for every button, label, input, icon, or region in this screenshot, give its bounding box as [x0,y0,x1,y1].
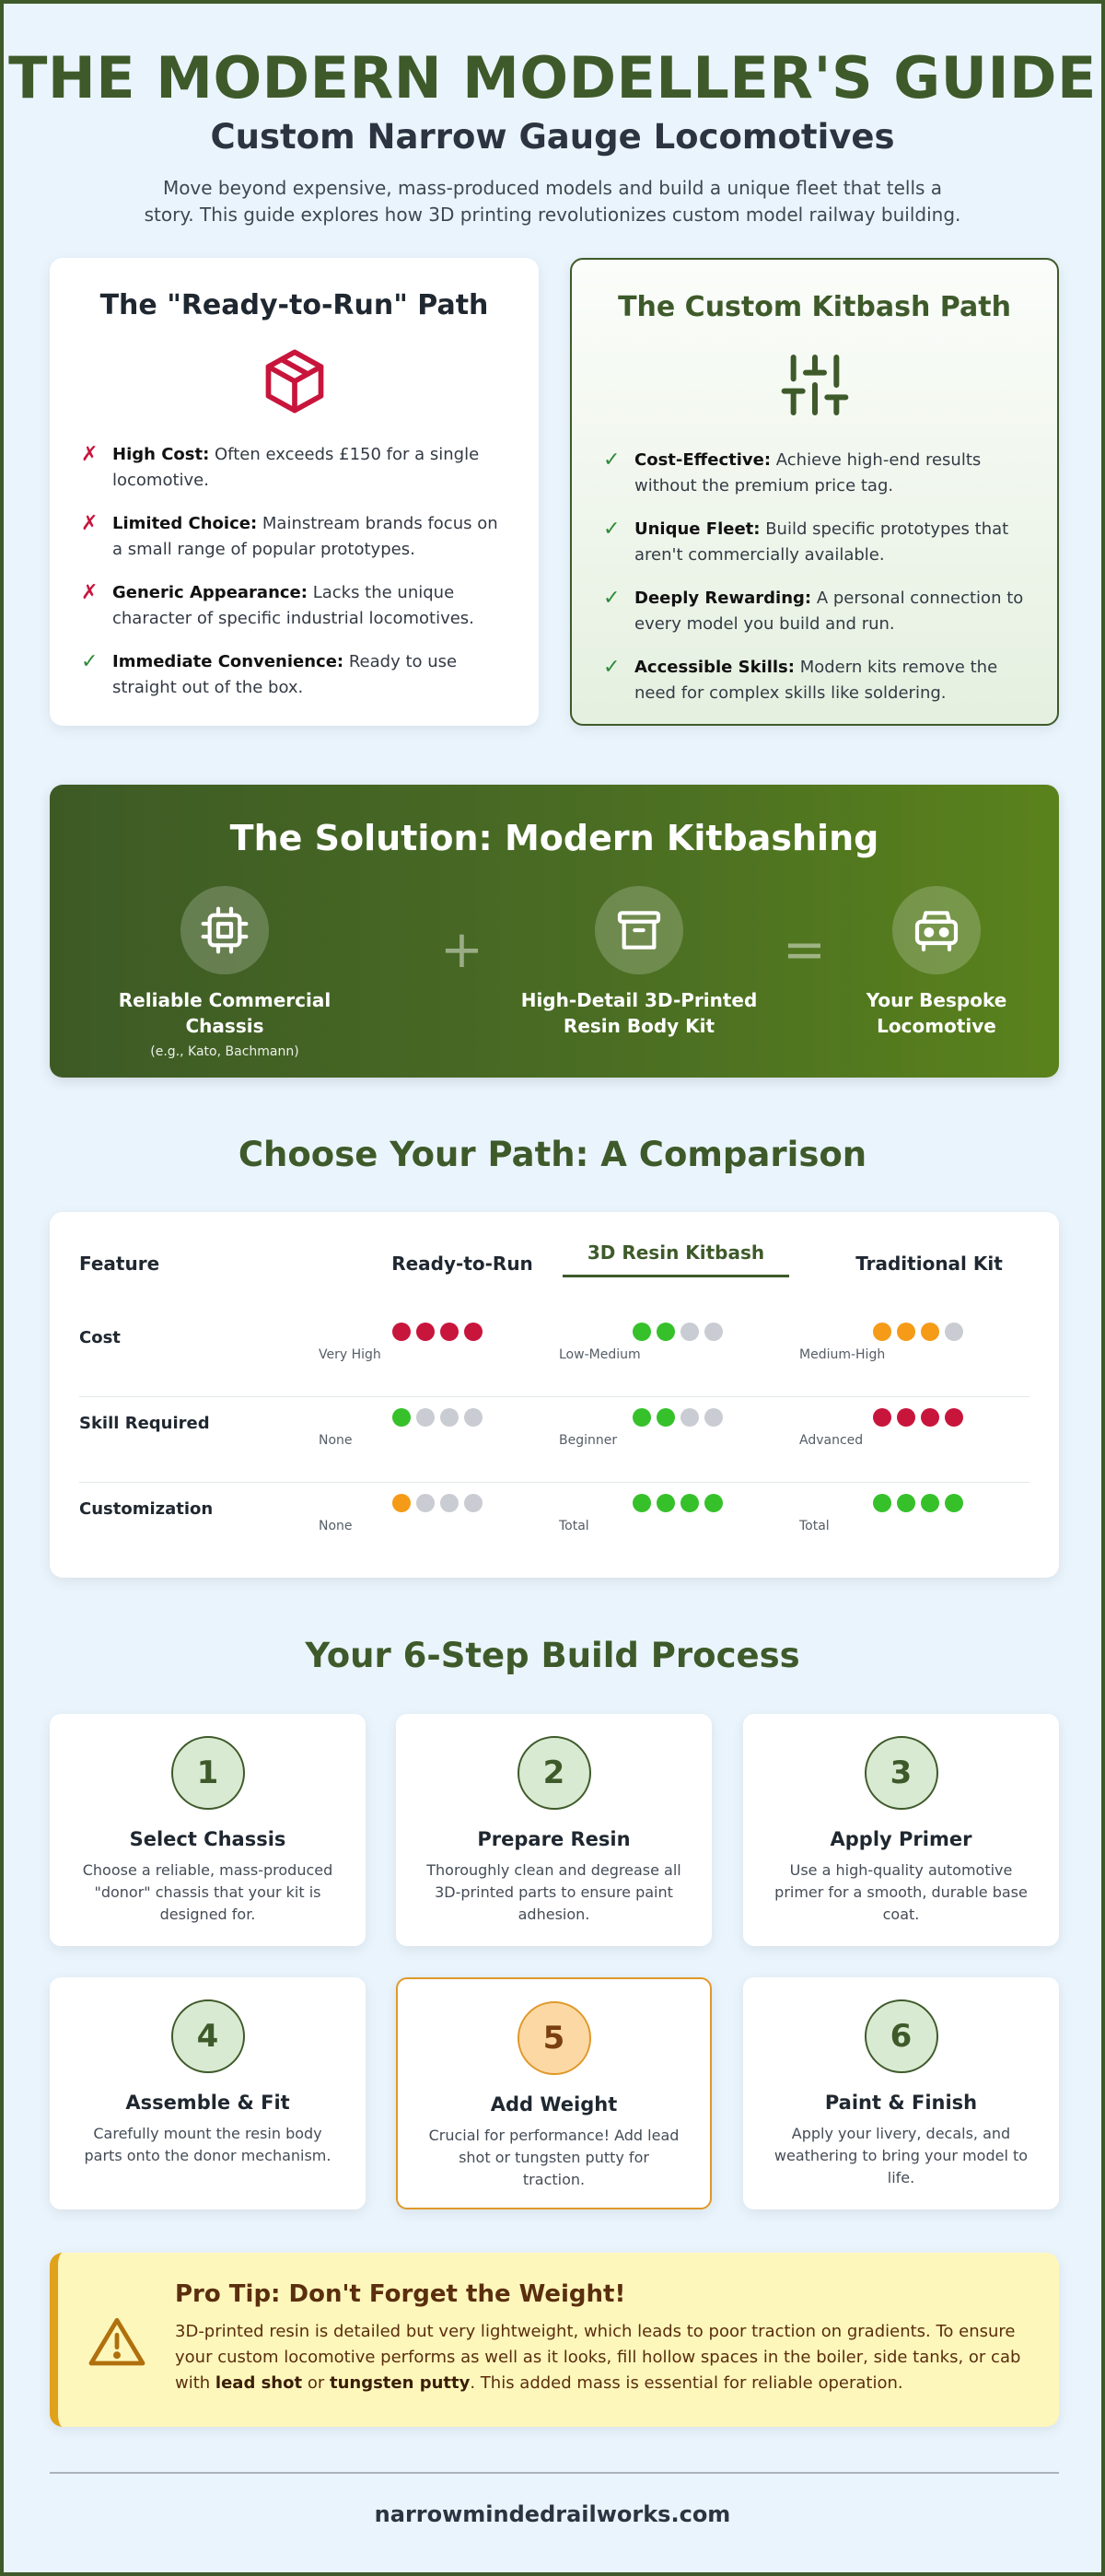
list-item-description: Modern kits remove the need for complex skills like soldering. [634,658,998,703]
rating-cell [559,1494,780,1549]
rating-dot-filled [945,1408,963,1427]
rating-dots [392,1408,488,1427]
step-card [396,1714,712,1946]
pro-tip-emphasis: tungsten putty [329,2373,471,2393]
rating-label: Medium-High [799,1347,886,1362]
list-item-text [634,448,1028,499]
list-item-description: Build specific prototypes that aren't commercially available. [634,519,1009,565]
rating-label: Advanced [799,1433,864,1448]
rating-dot-empty [416,1408,435,1427]
rating-cell [319,1323,540,1378]
list-item-text [112,442,509,494]
list-item [79,580,509,632]
rating-label: Total [559,1519,589,1533]
column-header-traditional-kit: Traditional Kit [855,1253,1003,1275]
custom-kitbash-list [601,448,1028,706]
solution-item-chassis [87,886,363,1059]
rating-dot-filled [633,1494,651,1512]
row-feature: Customization [79,1499,214,1519]
rating-dot-filled [704,1494,723,1512]
solution-label: Reliable Commercial Chassis [118,989,332,1037]
step-description: Carefully mount the resin body parts onto the donor mechanism. [84,2125,332,2164]
step-title: Add Weight [490,2093,618,2116]
list-item [79,511,509,563]
step-number: 4 [171,1999,245,2073]
step-description: Thoroughly clean and degrease all 3D-printed parts to ensure paint adhesion. [426,1861,681,1923]
step-number: 1 [171,1736,245,1810]
plus-sign: + [440,920,483,980]
rating-cell [799,1408,1020,1463]
step-description: Choose a reliable, mass-produced "donor" chassis that your kit is designed for. [82,1861,333,1923]
list-item-text [634,655,1028,706]
rating-dot-filled [680,1494,699,1512]
check-icon: ✓ [81,650,99,673]
step-description: Crucial for performance! Add lead shot or tungsten putty for traction. [428,2127,680,2188]
rating-dots [392,1323,488,1341]
list-item [601,517,1028,568]
list-item [79,442,509,494]
list-item-text [112,649,509,701]
rating-dots [633,1494,728,1512]
rating-dot-filled [873,1494,891,1512]
rating-dot-filled [416,1323,435,1341]
step-card [743,1977,1059,2209]
rating-dot-empty [464,1408,483,1427]
solution-icon-circle [595,886,683,974]
steps-title: Your 6-Step Build Process [305,1636,800,1675]
step-number: 2 [518,1736,591,1810]
rating-dot-filled [657,1494,675,1512]
solution-banner [50,785,1059,1078]
step-number: 3 [865,1736,938,1810]
pro-tip-emphasis: lead shot [215,2373,303,2393]
table-row [79,1311,1029,1397]
list-item [601,655,1028,706]
solution-label: High-Detail 3D-Printed Resin Body Kit [520,989,758,1037]
equals-sign: = [783,920,826,980]
rating-dot-filled [392,1408,411,1427]
rating-dot-filled [633,1408,651,1427]
cross-icon: ✗ [81,443,99,466]
list-item-heading: Unique Fleet: [634,519,761,539]
rating-dots [873,1494,969,1512]
list-item-description: Lacks the unique character of specific industrial locomotives. [112,583,474,628]
page-title: THE MODERN MODELLER'S GUIDE [8,44,1097,111]
rating-dots [873,1408,969,1427]
column-header-resin-kitbash: 3D Resin Kitbash [587,1241,765,1264]
step-description: Use a high-quality automotive primer for a smooth, durable base coat. [774,1861,1028,1923]
rating-dots [633,1408,728,1427]
rating-dot-filled [897,1494,915,1512]
rating-dot-filled [945,1494,963,1512]
rating-dot-filled [921,1494,939,1512]
box-icon [260,346,330,416]
list-item [79,649,509,701]
cross-icon: ✗ [81,512,99,535]
rating-dot-filled [633,1323,651,1341]
rating-label: Low-Medium [559,1347,641,1362]
solution-icon-circle [180,886,269,974]
rating-dot-filled [897,1323,915,1341]
solution-item-body-kit [501,886,777,1039]
warning-icon [87,2315,146,2367]
check-icon: ✓ [603,656,621,679]
solution-label: Your Bespoke Locomotive [866,989,1007,1037]
path-cards [50,258,1059,726]
check-icon: ✓ [603,449,621,472]
rating-cell [799,1323,1020,1378]
list-item-text [112,511,509,563]
column-header-ready-to-run: Ready-to-Run [391,1253,533,1275]
row-feature: Cost [79,1328,121,1347]
step-title: Select Chassis [129,1828,286,1850]
comparison-table [50,1212,1059,1578]
step-number: 6 [865,1999,938,2073]
custom-kitbash-card [570,258,1059,726]
rating-dot-filled [873,1323,891,1341]
archive-box-icon [613,904,665,956]
cross-icon: ✗ [81,581,99,604]
pro-tip-title: Pro Tip: Don't Forget the Weight! [175,2280,626,2308]
rating-label: Beginner [559,1433,618,1448]
list-item-description: Often exceeds £150 for a single locomotive. [112,445,480,490]
list-item [601,448,1028,499]
step-title: Paint & Finish [824,2092,978,2114]
list-item-heading: Deeply Rewarding: [634,589,812,608]
locomotive-icon [911,904,962,956]
page-subtitle: Custom Narrow Gauge Locomotives [210,117,895,157]
rating-cell [319,1408,540,1463]
list-item-description: A personal connection to every model you build and run. [634,589,1024,634]
list-item-heading: Accessible Skills: [634,658,795,677]
custom-kitbash-title: The Custom Kitbash Path [618,291,1011,323]
rating-label: None [319,1519,353,1533]
step-card [50,1714,366,1946]
rating-dot-filled [392,1323,411,1341]
list-item [601,586,1028,637]
active-column-underline [563,1275,789,1277]
pro-tip-text: or [302,2373,330,2393]
column-header-feature: Feature [79,1253,160,1275]
pro-tip-text: . This added mass is essential for reliable operation. [470,2373,903,2393]
step-title: Apply Primer [830,1828,972,1850]
rating-cell [799,1494,1020,1549]
rating-dot-filled [873,1408,891,1427]
list-item-heading: High Cost: [112,445,210,464]
step-description: Apply your livery, decals, and weathering to bring your model to life. [774,2125,1029,2186]
pro-tip-text: 3D-printed resin is detailed but very lightweight, which leads to poor traction on gradients. To ensure your custom locomotive performs as well as it looks, fill hollow spaces in the boiler, side tanks, or cab with [175,2322,1021,2393]
rating-dot-empty [704,1408,723,1427]
rating-dots [633,1323,728,1341]
list-item-heading: Generic Appearance: [112,583,308,602]
footer-divider [50,2472,1059,2474]
step-card [50,1977,366,2209]
rating-dot-filled [464,1323,483,1341]
rating-dot-empty [416,1494,435,1512]
solution-item-locomotive [832,886,1041,1039]
rating-label: Very High [319,1347,381,1362]
pro-tip-box [50,2253,1059,2427]
rating-dot-empty [680,1323,699,1341]
rating-dot-filled [392,1494,411,1512]
list-item-description: Mainstream brands focus on a small range of popular prototypes. [112,514,498,559]
list-item-text [634,517,1028,568]
comparison-title: Choose Your Path: A Comparison [238,1135,867,1174]
pro-tip-body [175,2319,1031,2396]
rating-dot-empty [680,1408,699,1427]
rating-dot-empty [440,1494,459,1512]
sliders-icon [778,348,852,422]
rating-dot-filled [657,1323,675,1341]
rating-dot-filled [921,1323,939,1341]
rating-dot-empty [464,1494,483,1512]
step-title: Assemble & Fit [125,2092,290,2114]
list-item-description: Ready to use straight out of the box. [112,652,458,697]
rating-dot-filled [440,1323,459,1341]
step-card [743,1714,1059,1946]
chip-icon [199,904,250,956]
solution-title: The Solution: Modern Kitbashing [229,818,879,858]
check-icon: ✓ [603,587,621,610]
list-item-text [634,586,1028,637]
list-item-heading: Limited Choice: [112,514,258,533]
footer-site: narrowmindedrailworks.com [374,2501,731,2527]
header [4,4,1101,228]
solution-icon-circle [892,886,981,974]
rating-dot-filled [921,1408,939,1427]
step-card-highlighted [396,1977,712,2209]
rating-dot-empty [704,1323,723,1341]
rating-cell [559,1408,780,1463]
rating-dots [873,1323,969,1341]
row-feature: Skill Required [79,1414,210,1433]
list-item-text [112,580,509,632]
rating-dot-empty [440,1408,459,1427]
list-item-heading: Cost-Effective: [634,450,772,470]
step-title: Prepare Resin [477,1828,631,1850]
rating-label: Total [799,1519,830,1533]
rating-cell [559,1323,780,1378]
table-row [79,1397,1029,1483]
table-row [79,1483,1029,1568]
ready-to-run-title: The "Ready-to-Run" Path [99,289,489,321]
ready-to-run-card [50,258,539,726]
ready-to-run-list [79,442,509,701]
intro-text: Move beyond expensive, mass-produced models and build a unique fleet that tells a story. This guide explores how 3D printing revolutionizes custom model railway building. [144,177,961,226]
list-item-heading: Immediate Convenience: [112,652,344,671]
rating-dot-filled [657,1408,675,1427]
rating-dot-filled [897,1408,915,1427]
rating-label: None [319,1433,353,1448]
rating-dots [392,1494,488,1512]
rating-dot-empty [945,1323,963,1341]
check-icon: ✓ [603,518,621,541]
list-item-description: Achieve high-end results without the premium price tag. [634,450,982,495]
solution-note: (e.g., Kato, Bachmann) [150,1044,299,1059]
step-number: 5 [518,2001,591,2075]
rating-cell [319,1494,540,1549]
